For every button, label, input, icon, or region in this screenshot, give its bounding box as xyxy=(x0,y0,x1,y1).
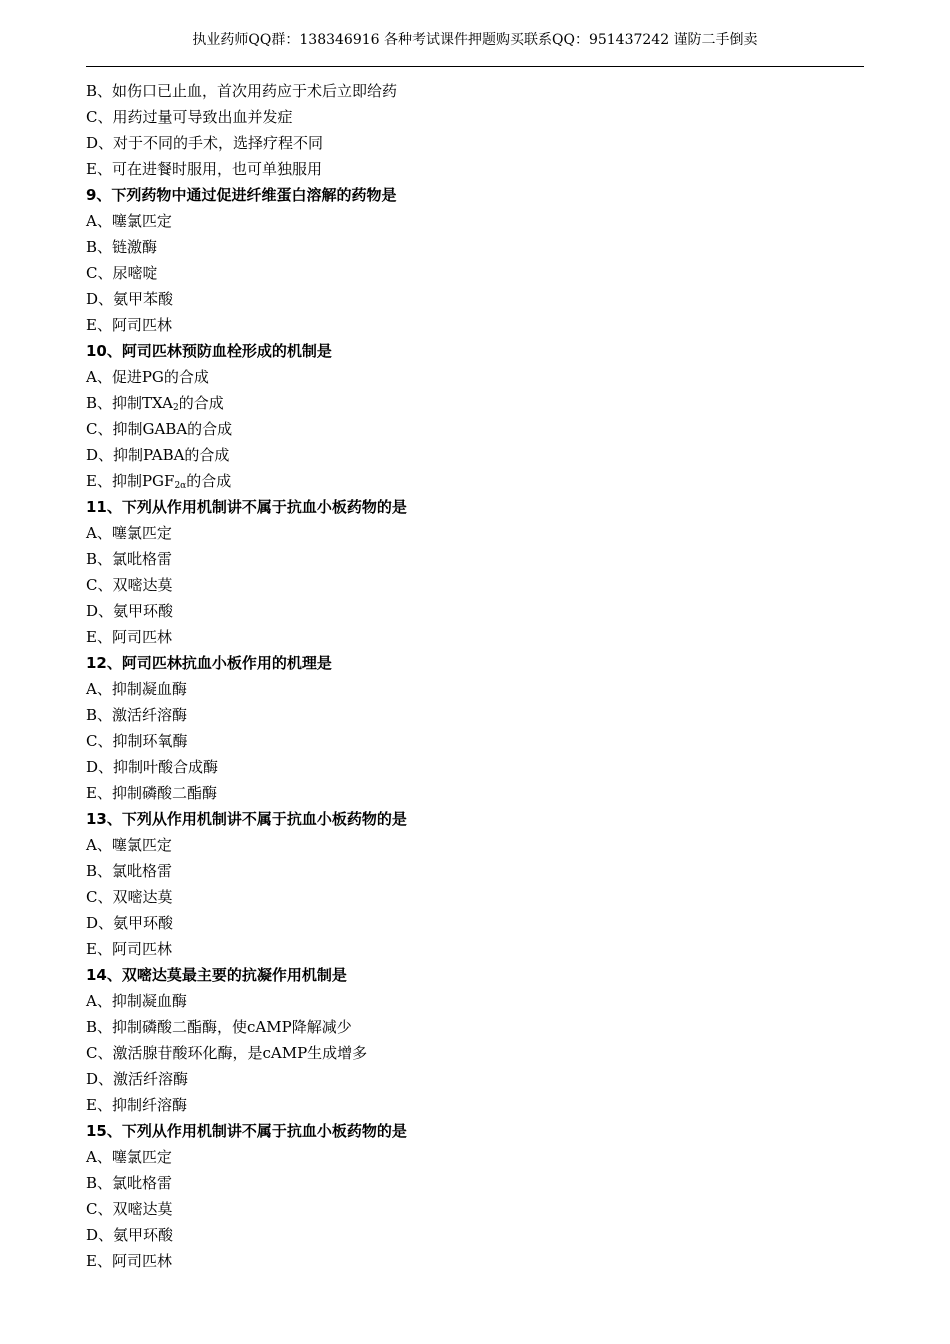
question-stem: 15、下列从作用机制讲不属于抗血小板药物的是 xyxy=(86,1122,407,1140)
answer-option: D、激活纤溶酶 xyxy=(86,1070,189,1088)
answer-option: E、阿司匹林 xyxy=(86,628,172,646)
answer-option xyxy=(86,390,864,416)
answer-option: C、双嘧达莫 xyxy=(86,576,173,594)
answer-option xyxy=(86,468,864,494)
answer-option: B、氯吡格雷 xyxy=(86,550,173,568)
answer-option: E、阿司匹林 xyxy=(86,316,172,334)
answer-option: B、抑制磷酸二酯酶，使cAMP降解减少 xyxy=(86,1018,352,1036)
answer-option: C、用药过量可导致出血并发症 xyxy=(86,108,293,126)
answer-option: E、阿司匹林 xyxy=(86,1252,172,1270)
answer-option: C、双嘧达莫 xyxy=(86,1200,173,1218)
question-stem: 14、双嘧达莫最主要的抗凝作用机制是 xyxy=(86,966,347,984)
answer-option: B、氯吡格雷 xyxy=(86,862,173,880)
answer-option: D、氨甲环酸 xyxy=(86,1226,174,1244)
answer-option: B、链激酶 xyxy=(86,238,158,256)
answer-option: A、噻氯匹定 xyxy=(86,524,172,542)
answer-option: D、对于不同的手术，选择疗程不同 xyxy=(86,134,324,152)
answer-option: D、抑制PABA的合成 xyxy=(86,446,230,464)
answer-option: E、抑制纤溶酶 xyxy=(86,1096,187,1114)
answer-option: D、氨甲环酸 xyxy=(86,914,174,932)
answer-option: E、阿司匹林 xyxy=(86,940,172,958)
answer-option: C、抑制环氧酶 xyxy=(86,732,188,750)
answer-option: A、抑制凝血酶 xyxy=(86,680,187,698)
answer-option: E、抑制磷酸二酯酶 xyxy=(86,784,217,802)
option-subscript: 2α xyxy=(174,481,187,491)
question-stem: 10、阿司匹林预防血栓形成的机制是 xyxy=(86,342,332,360)
question-stem: 13、下列从作用机制讲不属于抗血小板药物的是 xyxy=(86,810,407,828)
question-stem: 12、阿司匹林抗血小板作用的机理是 xyxy=(86,654,332,672)
answer-option: D、氨甲环酸 xyxy=(86,602,174,620)
answer-option: A、噻氯匹定 xyxy=(86,836,172,854)
option-text: E、抑制PGF xyxy=(86,472,175,490)
option-text-suffix: 的合成 xyxy=(178,394,224,412)
answer-option: B、如伤口已止血，首次用药应于术后立即给药 xyxy=(86,82,398,100)
option-subscript: 2 xyxy=(173,403,179,413)
answer-option: A、抑制凝血酶 xyxy=(86,992,187,1010)
answer-option: C、双嘧达莫 xyxy=(86,888,173,906)
answer-option: A、噻氯匹定 xyxy=(86,1148,172,1166)
header-divider xyxy=(86,66,864,67)
answer-option: C、抑制GABA的合成 xyxy=(86,420,233,438)
answer-option: A、噻氯匹定 xyxy=(86,212,172,230)
answer-option: E、可在进餐时服用，也可单独服用 xyxy=(86,160,322,178)
answer-option: D、氨甲苯酸 xyxy=(86,290,174,308)
answer-option: A、促进PG的合成 xyxy=(86,368,209,386)
question-stem: 11、下列从作用机制讲不属于抗血小板药物的是 xyxy=(86,498,407,516)
option-text: B、抑制TXA xyxy=(86,394,174,412)
answer-option: D、抑制叶酸合成酶 xyxy=(86,758,219,776)
answer-option: B、氯吡格雷 xyxy=(86,1174,173,1192)
question-stem: 9、下列药物中通过促进纤维蛋白溶解的药物是 xyxy=(86,186,397,204)
answer-option: B、激活纤溶酶 xyxy=(86,706,188,724)
option-text-suffix: 的合成 xyxy=(186,472,232,490)
answer-option: C、尿嘧啶 xyxy=(86,264,158,282)
page-header: 执业药师QQ群：138346916 各种考试课件押题购买联系QQ：951437242 谨防二手倒卖 xyxy=(192,32,758,48)
question-list xyxy=(86,78,864,1274)
answer-option: C、激活腺苷酸环化酶，是cAMP生成增多 xyxy=(86,1044,368,1062)
